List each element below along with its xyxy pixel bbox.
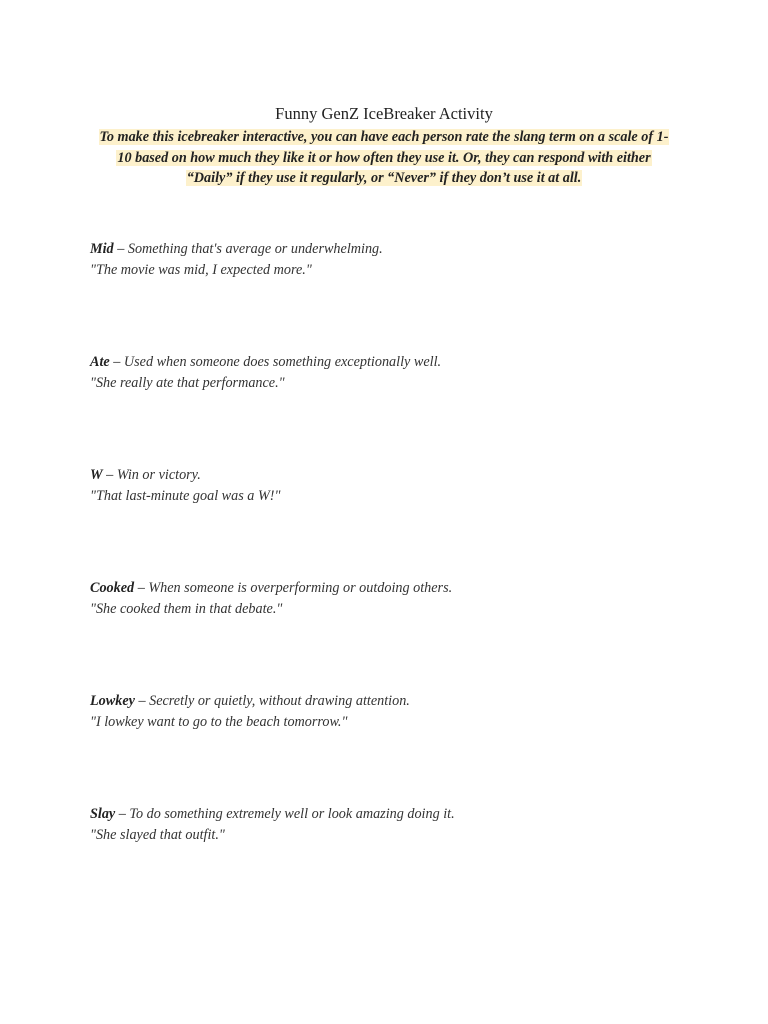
term-definition: To do something extremely well or look amazing doing it. (129, 806, 455, 822)
term-separator: – (113, 241, 128, 257)
term-example: "She cooked them in that debate." (90, 601, 283, 617)
term-separator: – (134, 580, 149, 596)
term-entry-mid (90, 239, 710, 281)
term-entry-cooked (90, 578, 710, 620)
term-definition-line (90, 465, 710, 486)
term-definition-line (90, 804, 710, 825)
term-definition-line (90, 578, 710, 599)
term-definition: When someone is overperforming or outdoing others. (148, 580, 453, 596)
term-name: Mid (90, 241, 114, 257)
term-entry-ate (90, 352, 710, 394)
term-separator: – (115, 806, 130, 822)
term-entry-w (90, 465, 710, 507)
term-example: "The movie was mid, I expected more." (90, 262, 312, 278)
term-separator: – (134, 693, 150, 709)
term-definition-line (90, 239, 710, 260)
term-example: "I lowkey want to go to the beach tomorrow." (90, 714, 348, 730)
term-definition: Win or victory. (116, 467, 201, 483)
term-name: Slay (90, 806, 116, 822)
term-separator: – (102, 467, 117, 483)
term-definition-line (90, 352, 710, 373)
instructions-highlight: To make this icebreaker interactive, you can have each person rate the slang term on a scale of 1-10 based on how much they like it or how often they use it. Or, they can respond with either “Daily” if they use it regularly, or “Never” if they don’t use it at all. (99, 129, 669, 186)
term-name: W (90, 467, 103, 483)
page-title: Funny GenZ IceBreaker Activity (275, 104, 493, 123)
instructions-paragraph (94, 127, 674, 189)
term-example: "She really ate that performance." (90, 375, 285, 391)
term-definition-line (90, 691, 710, 712)
term-definition: Used when someone does something exceptionally well. (123, 354, 442, 370)
term-example: "She slayed that outfit." (90, 827, 225, 843)
term-name: Cooked (90, 580, 135, 596)
term-example: "That last-minute goal was a W!" (90, 488, 281, 504)
term-entry-slay (90, 804, 710, 846)
term-separator: – (109, 354, 124, 370)
term-definition: Something that's average or underwhelming. (127, 241, 383, 257)
term-definition: Secretly or quietly, without drawing attention. (149, 693, 410, 709)
term-entry-lowkey (90, 691, 710, 733)
term-name: Ate (90, 354, 110, 370)
term-name: Lowkey (90, 693, 135, 709)
